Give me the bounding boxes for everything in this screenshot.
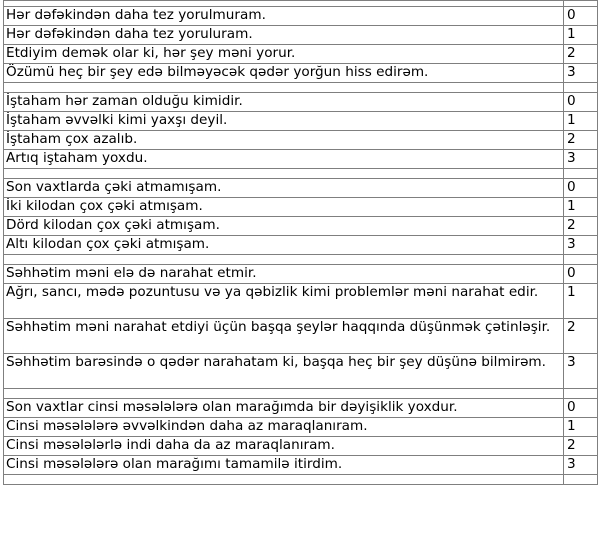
score-value: 1: [564, 418, 598, 437]
statement-text: Dörd kilodan çox çəki atmışam.: [4, 217, 564, 236]
spacer-row: [4, 255, 598, 265]
score-value: 1: [564, 26, 598, 45]
table-row: [4, 179, 598, 198]
statement-text: Altı kilodan çox çəki atmışam.: [4, 236, 564, 255]
spacer-row: [4, 475, 598, 485]
table-row: [4, 93, 598, 112]
table-row: [4, 399, 598, 418]
statement-text: Səhhətim məni narahat etdiyi üçün başqa şeylər haqqında düşünmək çətinləşir.: [4, 319, 564, 354]
table-row: [4, 7, 598, 26]
statement-text: İştaham hər zaman olduğu kimidir.: [4, 93, 564, 112]
table-row: [4, 284, 598, 319]
score-value: 2: [564, 217, 598, 236]
score-value: 2: [564, 319, 598, 354]
statement-text: İştaham əvvəlki kimi yaxşı deyil.: [4, 112, 564, 131]
score-value: 0: [564, 7, 598, 26]
statement-text: Cinsi məsələlərə olan marağımı tamamilə itirdim.: [4, 456, 564, 475]
statement-text: Ağrı, sancı, mədə pozuntusu və ya qəbizlik kimi problemlər məni narahat edir.: [4, 284, 564, 319]
statement-text: Hər dəfəkindən daha tez yorulmuram.: [4, 7, 564, 26]
score-value: 2: [564, 437, 598, 456]
table-row: [4, 198, 598, 217]
table-row: [4, 418, 598, 437]
score-value: 1: [564, 284, 598, 319]
table-row: [4, 26, 598, 45]
table-row: [4, 265, 598, 284]
statement-text: Son vaxtlar cinsi məsələlərə olan marağımda bir dəyişiklik yoxdur.: [4, 399, 564, 418]
table-row: [4, 236, 598, 255]
table-row: [4, 456, 598, 475]
statement-text: Səhhətim məni elə də narahat etmir.: [4, 265, 564, 284]
spacer-row: [4, 389, 598, 399]
table-row: [4, 64, 598, 83]
table-row: [4, 217, 598, 236]
statement-text: Səhhətim barəsində o qədər narahatam ki, başqa heç bir şey düşünə bilmirəm.: [4, 354, 564, 389]
score-value: 0: [564, 265, 598, 284]
score-value: 1: [564, 112, 598, 131]
statement-text: Cinsi məsələlərlə indi daha da az maraqlanıram.: [4, 437, 564, 456]
spacer-row: [4, 169, 598, 179]
statement-text: İki kilodan çox çəki atmışam.: [4, 198, 564, 217]
score-value: 3: [564, 150, 598, 169]
score-value: 3: [564, 456, 598, 475]
statement-text: İştaham çox azalıb.: [4, 131, 564, 150]
score-value: 3: [564, 64, 598, 83]
score-value: 2: [564, 45, 598, 64]
score-value: 2: [564, 131, 598, 150]
statement-text: Son vaxtlarda çəki atmamışam.: [4, 179, 564, 198]
score-value: 3: [564, 236, 598, 255]
score-value: 0: [564, 399, 598, 418]
statement-text: Cinsi məsələlərə əvvəlkindən daha az maraqlanıram.: [4, 418, 564, 437]
table-row: [4, 112, 598, 131]
score-value: 0: [564, 179, 598, 198]
statement-text: Özümü heç bir şey edə bilməyəcək qədər yorğun hiss edirəm.: [4, 64, 564, 83]
table-row: [4, 45, 598, 64]
table-row: [4, 150, 598, 169]
score-value: 3: [564, 354, 598, 389]
statement-text: Hər dəfəkindən daha tez yoruluram.: [4, 26, 564, 45]
questionnaire-table: [3, 0, 598, 485]
table-row: [4, 319, 598, 354]
statement-text: Artıq iştaham yoxdu.: [4, 150, 564, 169]
score-value: 1: [564, 198, 598, 217]
table-row: [4, 437, 598, 456]
table-row: [4, 354, 598, 389]
statement-text: Etdiyim demək olar ki, hər şey məni yorur.: [4, 45, 564, 64]
spacer-row: [4, 83, 598, 93]
score-value: 0: [564, 93, 598, 112]
table-row: [4, 131, 598, 150]
